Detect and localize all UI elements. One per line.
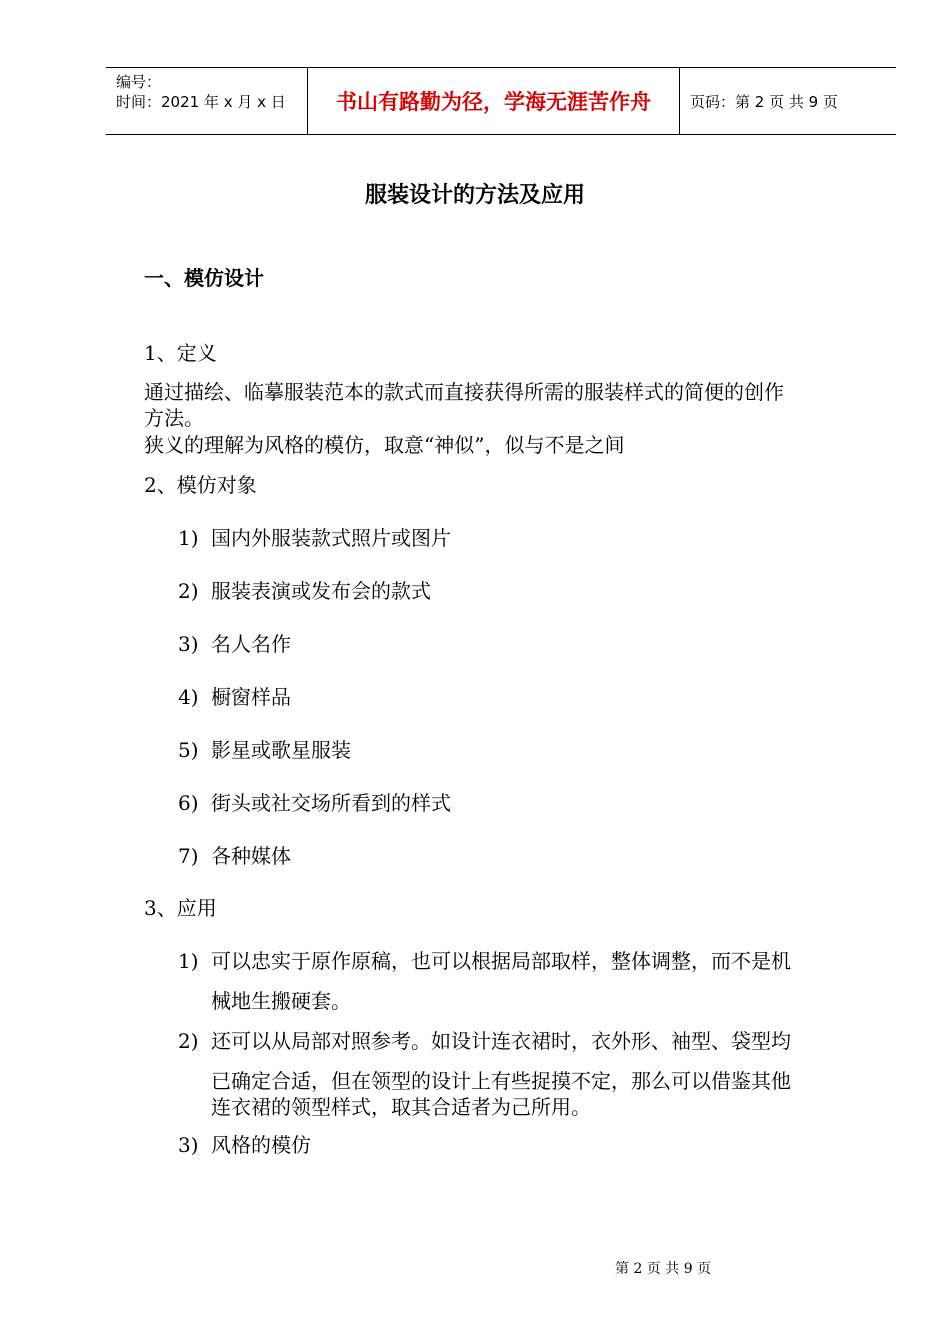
- definition-line-1: 通过描绘、临摹服装范本的款式而直接获得所需的服装样式的简便的创作: [144, 380, 784, 404]
- list-item: 街头或社交场所看到的样式: [211, 791, 451, 815]
- list-item: 各种媒体: [211, 844, 291, 868]
- list-item-number: 4): [178, 685, 199, 709]
- list-item: 服装表演或发布会的款式: [211, 579, 431, 603]
- list-item-number: 3): [178, 632, 199, 656]
- subsection-heading-definition: 1、定义: [144, 341, 217, 365]
- page-footer: 第 2 页 共 9 页: [615, 1261, 712, 1277]
- definition-line-2: 方法。: [144, 406, 204, 430]
- date-label: 时间：2021 年 x 月 x 日: [116, 93, 286, 111]
- section-heading-imitation-design: 一、模仿设计: [144, 266, 264, 290]
- application-item-1-line-2: 械地生搬硬套。: [211, 989, 351, 1013]
- list-item-number: 2): [178, 579, 199, 603]
- list-item-number: 2): [178, 1029, 199, 1053]
- subsection-heading-application: 3、应用: [144, 896, 217, 920]
- application-item-2-line-1: 还可以从局部对照参考。如设计连衣裙时，衣外形、袖型、袋型均: [211, 1029, 791, 1053]
- list-item: 名人名作: [211, 632, 291, 656]
- list-item-number: 6): [178, 791, 199, 815]
- list-item-number: 1): [178, 949, 199, 973]
- page-header: [106, 67, 896, 135]
- serial-label: 编号：: [116, 73, 162, 91]
- application-item-3: 风格的模仿: [211, 1133, 311, 1157]
- header-page-info: 页码：第 2 页 共 9 页: [690, 92, 838, 111]
- document-title: 服装设计的方法及应用: [364, 183, 585, 208]
- definition-narrow: 狭义的理解为风格的模仿，取意“神似”，似与不是之间: [144, 433, 625, 457]
- application-item-1-line-1: 可以忠实于原作原稿，也可以根据局部取样，整体调整，而不是机: [211, 949, 791, 973]
- application-item-2-line-3: 连衣裙的领型样式，取其合适者为己所用。: [211, 1095, 591, 1119]
- subsection-heading-objects: 2、模仿对象: [144, 473, 257, 497]
- list-item: 国内外服装款式照片或图片: [211, 526, 451, 550]
- application-item-2-line-2: 已确定合适，但在领型的设计上有些捉摸不定，那么可以借鉴其他: [211, 1069, 791, 1093]
- list-item: 影星或歌星服装: [211, 738, 351, 762]
- header-meta: [106, 68, 308, 134]
- list-item-number: 1): [178, 526, 199, 550]
- list-item: 橱窗样品: [211, 685, 291, 709]
- list-item-number: 5): [178, 738, 199, 762]
- list-item-number: 7): [178, 844, 199, 868]
- header-motto: 书山有路勤为径，学海无涯苦作舟: [308, 68, 680, 134]
- list-item-number: 3): [178, 1133, 199, 1157]
